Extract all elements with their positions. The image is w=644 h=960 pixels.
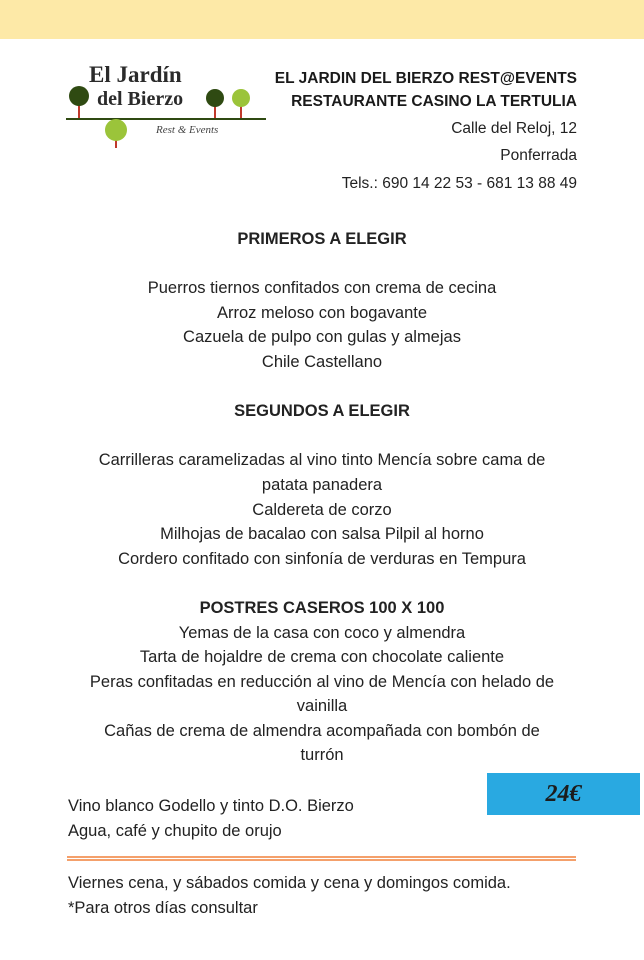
logo-tagline: Rest & Events [156, 124, 219, 136]
section-title-segundos: SEGUNDOS A ELEGIR [234, 402, 410, 421]
menu-item: Tarta de hojaldre de crema con chocolate caliente [139, 648, 505, 667]
phone-numbers: Tels.: 690 14 22 53 - 681 13 88 49 [341, 175, 577, 192]
section-title-primeros: PRIMEROS A ELEGIR [237, 230, 407, 248]
menu-item: Peras confitadas en reducción al vino de Mencía con helado de [89, 672, 555, 691]
address: Calle del Reloj, 12 [451, 120, 577, 137]
menu-item: Carrilleras caramelizadas al vino tinto Mencía sobre cama de [98, 451, 546, 470]
menu-item: Arroz meloso con bogavante [216, 303, 428, 322]
restaurant-subname: RESTAURANTE CASINO LA TERTULIA [291, 93, 577, 110]
logo-title-line1: El Jardín [89, 62, 182, 87]
city: Ponferrada [500, 147, 577, 164]
availability-note [68, 871, 511, 921]
top-banner-band [0, 0, 644, 39]
extras-line: Vino blanco Godello y tinto D.O. Bierzo [68, 797, 354, 815]
drinks-included [68, 794, 354, 844]
restaurant-name: EL JARDIN DEL BIERZO REST@EVENTS [274, 70, 577, 87]
logo-title-line2: del Bierzo [97, 88, 184, 110]
menu-item: Cordero confitado con sinfonía de verduras en Tempura [118, 549, 526, 568]
restaurant-logo [64, 58, 270, 154]
menu-item: Caldereta de corzo [252, 500, 392, 519]
menu-item: Yemas de la casa con coco y almendra [178, 623, 466, 642]
menu-item: Puerros tiernos confitados con crema de cecina [147, 279, 497, 298]
section-title-postres: POSTRES CASEROS 100 X 100 [199, 598, 445, 617]
menu-item: Milhojas de bacalao con salsa Pilpil al horno [160, 525, 484, 544]
footer-line: Viernes cena, y sábados comida y cena y domingos comida. [68, 874, 511, 892]
extras-line: Agua, café y chupito de orujo [68, 822, 282, 840]
price-badge [487, 773, 640, 815]
menu-body [0, 227, 644, 768]
menu-item: Cañas de crema de almendra acompañada con bombón de [104, 721, 540, 740]
footer-line: *Para otros días consultar [68, 899, 258, 917]
menu-item: patata panadera [261, 475, 383, 494]
menu-item: vainilla [296, 697, 348, 716]
menu-item: Cazuela de pulpo con gulas y almejas [183, 328, 461, 347]
menu-price: 24€ [545, 780, 582, 807]
divider [67, 856, 576, 861]
menu-item: Chile Castellano [261, 352, 383, 371]
menu-item: turrón [300, 746, 344, 765]
